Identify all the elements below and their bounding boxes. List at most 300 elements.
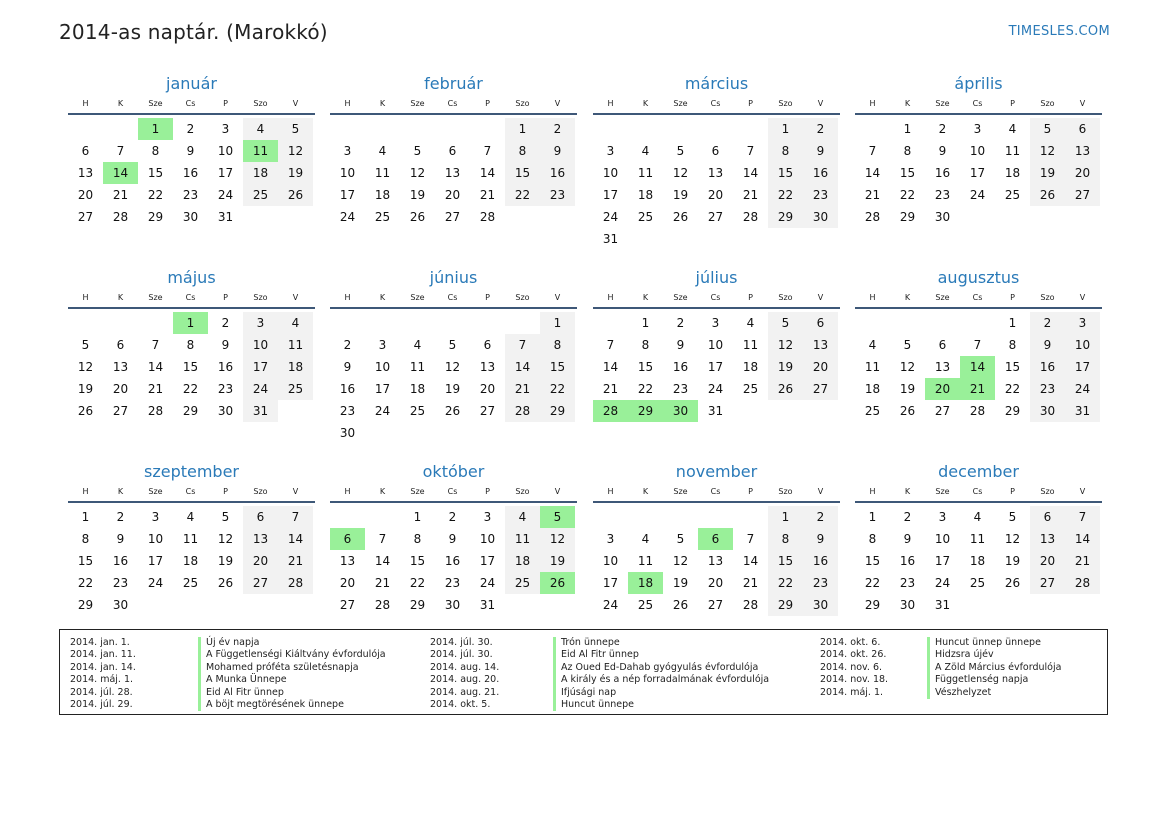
day-cell: 19 xyxy=(77,382,94,396)
day-cell: 24 xyxy=(1065,378,1100,400)
day-cell: 10 xyxy=(339,166,356,180)
empty-cell xyxy=(855,312,890,334)
day-cell: 16 xyxy=(339,382,356,396)
weekday-header: H xyxy=(82,293,89,302)
holiday-date: 2014. nov. 6. xyxy=(820,661,883,673)
day-cell: 3 xyxy=(343,144,352,158)
day-cell: 13 xyxy=(444,166,461,180)
day-cell: 18 xyxy=(505,550,540,572)
day-cell: 19 xyxy=(899,382,916,396)
day-cell: 25 xyxy=(637,210,654,224)
day-cell: 30 xyxy=(803,594,838,616)
weekday-header: Sze xyxy=(148,99,163,108)
holiday-date: 2014. aug. 21. xyxy=(430,686,500,698)
day-cell: 16 xyxy=(444,554,461,568)
day-cell: 29 xyxy=(864,598,881,612)
day-cell: 9 xyxy=(540,140,575,162)
empty-cell xyxy=(628,506,663,528)
weekday-header: H xyxy=(607,293,614,302)
weekday-header: Szo xyxy=(253,487,268,496)
day-cell: 11 xyxy=(742,338,759,352)
weekday-header: P xyxy=(223,293,228,302)
month-name: március xyxy=(684,74,749,93)
day-cell: 6 xyxy=(1065,118,1100,140)
day-cell: 20 xyxy=(479,382,496,396)
day-cell: 9 xyxy=(803,140,838,162)
day-cell: 21 xyxy=(112,188,129,202)
holiday-date: 2014. jan. 1. xyxy=(70,637,130,648)
day-cell: 13 xyxy=(243,528,278,550)
day-cell: 19 xyxy=(672,188,689,202)
holiday-date: 2014. okt. 6. xyxy=(820,637,881,648)
holiday-date: 2014. aug. 20. xyxy=(430,674,500,686)
weekday-header: V xyxy=(817,293,824,302)
empty-cell xyxy=(435,118,470,140)
holiday-name: Vészhelyzet xyxy=(927,687,991,699)
day-cell: 31 xyxy=(602,232,619,246)
holiday-day-cell: 21 xyxy=(960,378,995,400)
day-cell: 24 xyxy=(479,576,496,590)
day-cell: 10 xyxy=(707,338,724,352)
day-cell: 24 xyxy=(217,188,234,202)
weekday-header: K xyxy=(642,487,649,496)
day-cell: 17 xyxy=(479,554,496,568)
day-cell: 16 xyxy=(803,162,838,184)
day-cell: 3 xyxy=(483,510,492,524)
day-cell: 8 xyxy=(413,532,422,546)
weekday-header-row xyxy=(855,485,1102,503)
day-cell: 30 xyxy=(803,206,838,228)
day-cell: 5 xyxy=(1008,510,1017,524)
empty-cell xyxy=(960,312,995,334)
day-cell: 19 xyxy=(672,576,689,590)
day-cell: 4 xyxy=(746,316,755,330)
holiday-date: 2014. júl. 29. xyxy=(70,698,133,710)
day-cell: 16 xyxy=(217,360,234,374)
day-cell: 6 xyxy=(711,144,720,158)
month-calendar xyxy=(68,461,315,616)
day-cell: 26 xyxy=(672,598,689,612)
weekday-header: Szo xyxy=(1040,487,1055,496)
empty-cell xyxy=(365,312,400,334)
day-cell: 1 xyxy=(903,122,912,136)
day-cell: 30 xyxy=(217,404,234,418)
day-cell: 15 xyxy=(505,162,540,184)
day-cell: 25 xyxy=(243,184,278,206)
empty-cell xyxy=(698,506,733,528)
day-cell: 7 xyxy=(868,144,877,158)
day-cell: 27 xyxy=(934,404,951,418)
day-cell: 27 xyxy=(112,404,129,418)
holiday-date: 2014. máj. 1. xyxy=(820,686,884,698)
day-grid xyxy=(593,506,840,616)
holiday-name: Eid Al Fitr ünnep xyxy=(198,687,284,699)
day-cell: 20 xyxy=(803,356,838,378)
holiday-name: Mohamed próféta születésnapja xyxy=(198,662,359,674)
empty-cell xyxy=(470,312,505,334)
empty-cell xyxy=(890,312,925,334)
day-cell: 9 xyxy=(676,338,685,352)
holiday-name: Ifjúsági nap xyxy=(553,687,616,699)
day-cell: 9 xyxy=(186,144,195,158)
day-cell: 1 xyxy=(768,118,803,140)
holiday-name: Trón ünnepe xyxy=(553,637,620,649)
day-cell: 8 xyxy=(641,338,650,352)
day-cell: 23 xyxy=(182,188,199,202)
day-cell: 27 xyxy=(707,598,724,612)
weekday-header: Sze xyxy=(148,487,163,496)
day-cell: 20 xyxy=(112,382,129,396)
day-cell: 4 xyxy=(505,506,540,528)
weekday-header: H xyxy=(869,99,876,108)
day-cell: 13 xyxy=(934,360,951,374)
day-cell: 4 xyxy=(1008,122,1017,136)
day-cell: 29 xyxy=(147,210,164,224)
day-cell: 4 xyxy=(641,144,650,158)
month-calendar xyxy=(593,73,840,250)
holiday-day-cell: 26 xyxy=(540,572,575,594)
day-cell: 4 xyxy=(278,312,313,334)
day-cell: 27 xyxy=(77,210,94,224)
weekday-header: Szo xyxy=(253,99,268,108)
day-cell: 7 xyxy=(505,334,540,356)
day-cell: 7 xyxy=(1065,506,1100,528)
weekday-header: Szo xyxy=(515,99,530,108)
day-cell: 23 xyxy=(112,576,129,590)
day-cell: 15 xyxy=(1004,360,1021,374)
month-calendar xyxy=(330,267,577,444)
day-cell: 31 xyxy=(479,598,496,612)
day-cell: 27 xyxy=(444,210,461,224)
day-cell: 15 xyxy=(147,166,164,180)
day-cell: 18 xyxy=(637,188,654,202)
day-cell: 1 xyxy=(505,118,540,140)
weekday-header: V xyxy=(554,293,561,302)
day-cell: 29 xyxy=(768,594,803,616)
day-cell: 17 xyxy=(934,554,951,568)
day-cell: 26 xyxy=(1004,576,1021,590)
empty-cell xyxy=(925,312,960,334)
empty-cell xyxy=(593,506,628,528)
day-cell: 17 xyxy=(969,166,986,180)
weekday-header: V xyxy=(292,99,299,108)
day-cell: 21 xyxy=(374,576,391,590)
day-cell: 30 xyxy=(339,426,356,440)
day-cell: 17 xyxy=(339,188,356,202)
month-name: október xyxy=(422,462,485,481)
weekday-header: P xyxy=(748,99,753,108)
day-cell: 18 xyxy=(1004,166,1021,180)
day-cell: 28 xyxy=(969,404,986,418)
day-cell: 20 xyxy=(707,576,724,590)
empty-cell xyxy=(505,312,540,334)
day-cell: 2 xyxy=(803,506,838,528)
day-cell: 27 xyxy=(339,598,356,612)
day-cell: 22 xyxy=(540,378,575,400)
empty-cell xyxy=(663,506,698,528)
month-name: június xyxy=(429,268,478,287)
day-cell: 29 xyxy=(182,404,199,418)
holiday-day-cell: 5 xyxy=(540,506,575,528)
day-cell: 9 xyxy=(803,528,838,550)
day-cell: 24 xyxy=(934,576,951,590)
day-cell: 10 xyxy=(602,166,619,180)
weekday-header: P xyxy=(223,99,228,108)
day-cell: 24 xyxy=(707,382,724,396)
day-cell: 25 xyxy=(409,404,426,418)
weekday-header: P xyxy=(485,99,490,108)
day-cell: 6 xyxy=(116,338,125,352)
day-cell: 5 xyxy=(676,144,685,158)
weekday-header: Sze xyxy=(673,99,688,108)
day-cell: 28 xyxy=(147,404,164,418)
weekday-header: K xyxy=(117,293,124,302)
holiday-day-cell: 29 xyxy=(628,400,663,422)
weekday-header: V xyxy=(1079,293,1086,302)
weekday-header: Sze xyxy=(935,293,950,302)
month-calendar xyxy=(68,73,315,228)
day-cell: 5 xyxy=(413,144,422,158)
day-cell: 5 xyxy=(903,338,912,352)
day-cell: 15 xyxy=(768,162,803,184)
day-cell: 7 xyxy=(151,338,160,352)
day-cell: 31 xyxy=(707,404,724,418)
weekday-header: P xyxy=(485,293,490,302)
weekday-header: Cs xyxy=(972,293,983,302)
weekday-header: V xyxy=(817,487,824,496)
month-name: április xyxy=(954,74,1003,93)
weekday-header-row xyxy=(68,485,315,503)
day-cell: 4 xyxy=(868,338,877,352)
empty-cell xyxy=(68,312,103,334)
day-cell: 21 xyxy=(479,188,496,202)
day-cell: 4 xyxy=(973,510,982,524)
day-cell: 13 xyxy=(339,554,356,568)
day-cell: 9 xyxy=(221,338,230,352)
holiday-day-cell: 6 xyxy=(698,528,733,550)
day-cell: 23 xyxy=(444,576,461,590)
day-cell: 14 xyxy=(147,360,164,374)
weekday-header: K xyxy=(642,99,649,108)
empty-cell xyxy=(698,118,733,140)
day-cell: 8 xyxy=(1008,338,1017,352)
day-cell: 17 xyxy=(602,576,619,590)
day-cell: 12 xyxy=(672,554,689,568)
weekday-header: V xyxy=(1079,487,1086,496)
empty-cell xyxy=(68,118,103,140)
day-cell: 11 xyxy=(637,166,654,180)
day-cell: 1 xyxy=(868,510,877,524)
day-cell: 8 xyxy=(768,140,803,162)
day-cell: 31 xyxy=(1065,400,1100,422)
day-cell: 25 xyxy=(969,576,986,590)
day-cell: 21 xyxy=(1065,550,1100,572)
day-cell: 28 xyxy=(864,210,881,224)
day-cell: 12 xyxy=(1030,140,1065,162)
day-cell: 25 xyxy=(864,404,881,418)
weekday-header: Cs xyxy=(185,293,196,302)
empty-cell xyxy=(470,118,505,140)
day-cell: 24 xyxy=(969,188,986,202)
day-cell: 6 xyxy=(1030,506,1065,528)
day-cell: 13 xyxy=(112,360,129,374)
day-cell: 15 xyxy=(864,554,881,568)
brand-link[interactable]: TIMESLES.COM xyxy=(1008,24,1110,39)
holiday-date: 2014. jan. 14. xyxy=(70,661,136,673)
day-cell: 12 xyxy=(409,166,426,180)
holiday-name: Eid Al Fitr ünnep xyxy=(553,649,639,661)
day-cell: 3 xyxy=(606,532,615,546)
day-cell: 20 xyxy=(444,188,461,202)
day-cell: 2 xyxy=(676,316,685,330)
holiday-name: A Függetlenségi Kiáltvány évfordulója xyxy=(198,649,386,661)
day-cell: 16 xyxy=(899,554,916,568)
weekday-header: H xyxy=(344,99,351,108)
weekday-header: Sze xyxy=(673,293,688,302)
empty-cell xyxy=(400,312,435,334)
day-grid xyxy=(855,312,1102,422)
day-cell: 13 xyxy=(707,166,724,180)
day-cell: 27 xyxy=(1030,572,1065,594)
day-cell: 3 xyxy=(221,122,230,136)
day-cell: 15 xyxy=(540,356,575,378)
month-calendar xyxy=(855,461,1102,616)
month-calendar xyxy=(855,267,1102,422)
day-cell: 23 xyxy=(899,576,916,590)
weekday-header: K xyxy=(379,99,386,108)
day-cell: 22 xyxy=(147,188,164,202)
day-cell: 25 xyxy=(278,378,313,400)
empty-cell xyxy=(733,118,768,140)
day-cell: 8 xyxy=(768,528,803,550)
day-cell: 21 xyxy=(602,382,619,396)
day-grid xyxy=(68,312,315,422)
holiday-day-cell: 28 xyxy=(593,400,628,422)
weekday-header: V xyxy=(1079,99,1086,108)
day-cell: 7 xyxy=(116,144,125,158)
day-cell: 9 xyxy=(343,360,352,374)
day-cell: 23 xyxy=(803,184,838,206)
holiday-day-cell: 11 xyxy=(243,140,278,162)
day-cell: 20 xyxy=(1030,550,1065,572)
holiday-name: A böjt megtörésének ünnepe xyxy=(198,699,344,711)
weekday-header: P xyxy=(1010,99,1015,108)
day-cell: 19 xyxy=(217,554,234,568)
month-name: május xyxy=(167,268,216,287)
weekday-header: Sze xyxy=(410,293,425,302)
day-cell: 27 xyxy=(1065,184,1100,206)
day-cell: 30 xyxy=(934,210,951,224)
weekday-header: H xyxy=(82,487,89,496)
weekday-header: Cs xyxy=(710,293,721,302)
day-cell: 21 xyxy=(147,382,164,396)
holiday-date: 2014. okt. 5. xyxy=(430,698,491,710)
empty-cell xyxy=(663,118,698,140)
day-cell: 2 xyxy=(116,510,125,524)
weekday-header: V xyxy=(292,487,299,496)
day-cell: 29 xyxy=(768,206,803,228)
day-cell: 4 xyxy=(413,338,422,352)
weekday-header: P xyxy=(223,487,228,496)
day-cell: 26 xyxy=(1030,184,1065,206)
day-cell: 14 xyxy=(742,554,759,568)
holiday-date: 2014. okt. 26. xyxy=(820,649,887,661)
day-cell: 19 xyxy=(444,382,461,396)
day-cell: 4 xyxy=(378,144,387,158)
day-cell: 12 xyxy=(444,360,461,374)
day-cell: 5 xyxy=(278,118,313,140)
day-grid xyxy=(330,506,577,616)
day-cell: 3 xyxy=(973,122,982,136)
day-cell: 5 xyxy=(81,338,90,352)
day-cell: 26 xyxy=(444,404,461,418)
day-cell: 24 xyxy=(339,210,356,224)
day-cell: 11 xyxy=(505,528,540,550)
day-cell: 16 xyxy=(540,162,575,184)
day-cell: 7 xyxy=(973,338,982,352)
holiday-name: A király és a nép forradalmának évfordulója xyxy=(553,674,769,686)
day-cell: 22 xyxy=(409,576,426,590)
day-cell: 17 xyxy=(707,360,724,374)
day-cell: 26 xyxy=(217,576,234,590)
weekday-header: V xyxy=(554,487,561,496)
weekday-header: K xyxy=(117,99,124,108)
month-name: február xyxy=(424,74,483,93)
day-cell: 12 xyxy=(672,166,689,180)
day-cell: 12 xyxy=(899,360,916,374)
day-cell: 14 xyxy=(864,166,881,180)
empty-cell xyxy=(593,312,628,334)
weekday-header-row xyxy=(855,97,1102,115)
day-cell: 16 xyxy=(934,166,951,180)
day-cell: 16 xyxy=(112,554,129,568)
day-cell: 1 xyxy=(413,510,422,524)
day-cell: 29 xyxy=(409,598,426,612)
day-cell: 5 xyxy=(221,510,230,524)
day-cell: 16 xyxy=(1030,356,1065,378)
day-cell: 13 xyxy=(1065,140,1100,162)
day-grid xyxy=(855,506,1102,616)
holiday-date: 2014. júl. 30. xyxy=(430,649,493,661)
day-cell: 26 xyxy=(672,210,689,224)
day-cell: 31 xyxy=(934,598,951,612)
weekday-header-row xyxy=(68,97,315,115)
weekday-header: Cs xyxy=(447,293,458,302)
day-cell: 13 xyxy=(803,334,838,356)
weekday-header: Sze xyxy=(935,487,950,496)
day-cell: 25 xyxy=(637,598,654,612)
day-cell: 4 xyxy=(186,510,195,524)
weekday-header: K xyxy=(642,293,649,302)
weekday-header: Cs xyxy=(185,487,196,496)
day-cell: 20 xyxy=(339,576,356,590)
day-cell: 19 xyxy=(409,188,426,202)
day-cell: 11 xyxy=(278,334,313,356)
day-cell: 3 xyxy=(938,510,947,524)
day-cell: 10 xyxy=(147,532,164,546)
month-calendar xyxy=(330,73,577,228)
holiday-day-cell: 14 xyxy=(960,356,995,378)
day-cell: 20 xyxy=(243,550,278,572)
weekday-header-row xyxy=(330,485,577,503)
holiday-date: 2014. aug. 14. xyxy=(430,661,500,673)
day-cell: 29 xyxy=(540,400,575,422)
weekday-header: V xyxy=(292,293,299,302)
empty-cell xyxy=(103,312,138,334)
day-cell: 27 xyxy=(707,210,724,224)
weekday-header: Szo xyxy=(515,293,530,302)
weekday-header-row xyxy=(855,291,1102,309)
